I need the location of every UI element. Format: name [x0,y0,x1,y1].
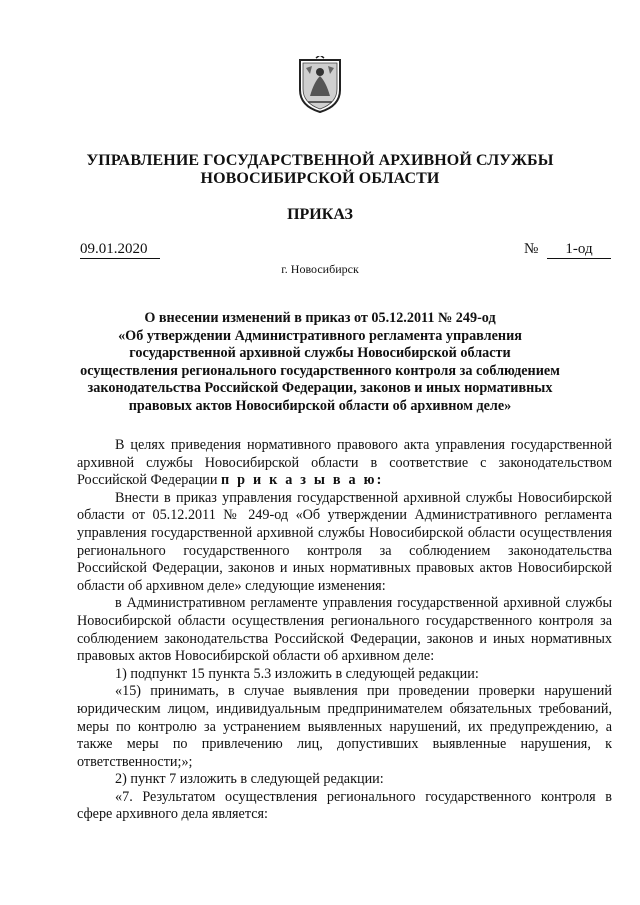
preamble-text: В целях приведения нормативного правового акта управления государственной архивной службы Новосибирской области в соответствие с законодательством Российской Федерации [77,437,612,489]
document-type: ПРИКАЗ [287,206,353,223]
paragraph: в Административном регламенте управления государственной архивной службы Новосибирской области осуществления регионального государственного контроля за соблюдением законодательства Российской Федерации, законов и иных нормативных правовых актов Новосибирской области об архивном деле: [77,595,612,665]
org-name-line2: НОВОСИБИРСКОЙ ОБЛАСТИ [200,170,440,187]
subject-line: государственной архивной службы Новосибирской области [129,345,511,362]
paragraph-preamble [77,437,612,490]
subject-line: законодательства Российской Федерации, законов и иных нормативных [87,380,553,397]
subject-line: осуществления регионального государственного контроля за соблюдением [80,362,560,379]
subject-line: О внесении изменений в приказ от 05.12.2011 № 249-од [144,310,496,326]
paragraph: 2) пункт 7 изложить в следующей редакции: [115,771,384,788]
document-body [77,437,612,824]
order-keyword: п р и к а з ы в а ю: [221,472,384,489]
coat-of-arms-icon [296,56,344,114]
paragraph: «15) принимать, в случае выявления при проведении проверки нарушений юридическим лицом, индивидуальным предпринимателем обязательных требований, меры по контролю за устранением выявленных нарушений, их предупреждению, а также меры по привлечению лиц, допустивших выявленные нарушения, к ответственности;»; [77,683,612,770]
subject-line: «Об утверждении Административного регламента управления [118,327,522,344]
paragraph: Внести в приказ управления государственной архивной службы Новосибирской области от 05.12.2011 № 249-од «Об утверждении Административного регламента управления государственной архивной службы Новосибирской области осуществления регионального государственного контроля за соблюдением законодательства Российской Федерации, законов и иных нормативных правовых актов Новосибирской области об архивном деле» следующие изменения: [77,489,612,594]
document-number: 1-од [547,240,611,259]
number-sign: № [524,241,539,257]
org-name-line1: УПРАВЛЕНИЕ ГОСУДАРСТВЕННОЙ АРХИВНОЙ СЛУЖБЫ [86,152,554,169]
document-subject [75,310,565,416]
paragraph: 1) подпункт 15 пункта 5.3 изложить в следующей редакции: [115,665,479,682]
paragraph: «7. Результатом осуществления регионального государственного контроля в сфере архивного дела является: [77,788,612,823]
subject-line: правовых актов Новосибирской области об архивном деле» [128,397,512,414]
document-date: 09.01.2020 [80,240,160,259]
city: г. Новосибирск [281,262,359,276]
